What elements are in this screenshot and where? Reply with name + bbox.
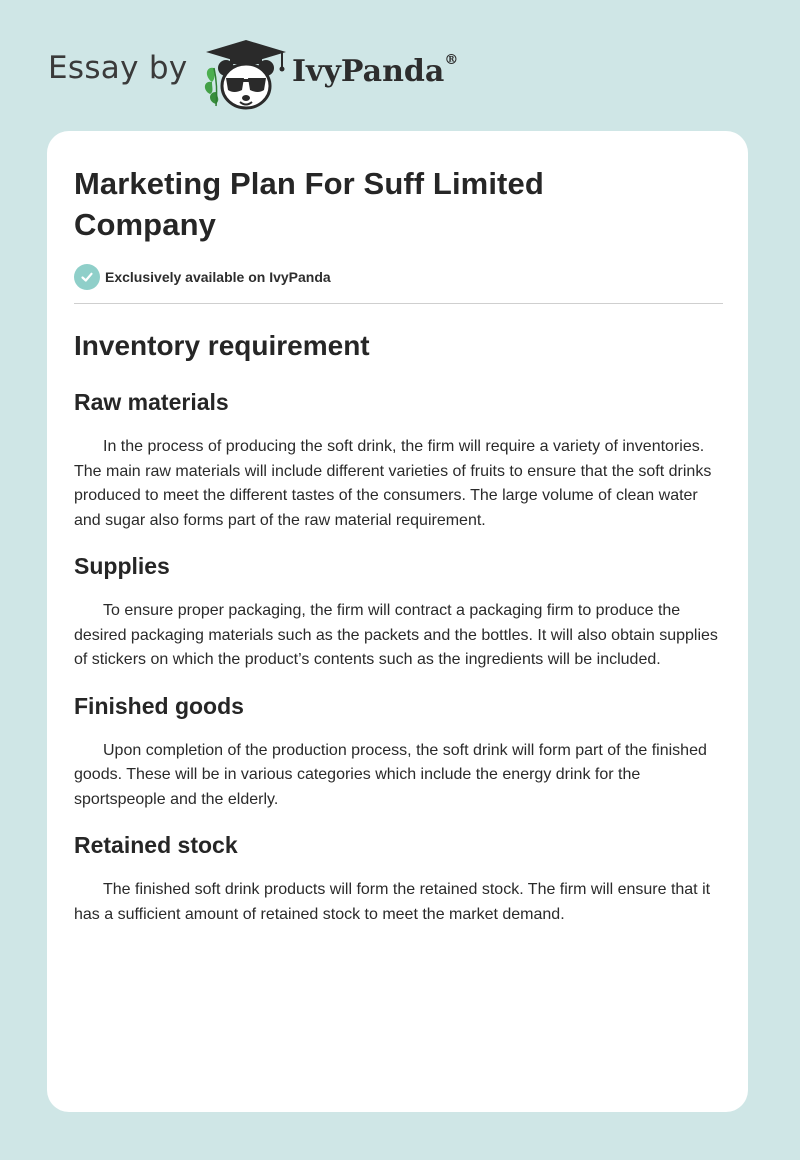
paragraph-supplies: To ensure proper packaging, the firm will contract a packaging firm to produce the desired packaging materials such as the packets and the bottles. It will also obtain supplies of stickers on which the product’s contents such as the ingredients will be included. [74, 602, 718, 668]
essay-card [47, 131, 748, 1112]
panda-logo-icon [202, 36, 290, 112]
brand-name: IvyPanda® [292, 52, 459, 89]
subsection-heading-raw-materials: Raw materials [74, 389, 229, 415]
paragraph-retained-stock: The finished soft drink products will form the retained stock. The firm will ensure that it has a sufficient amount of retained stock to meet the market demand. [74, 881, 711, 923]
section-heading: Inventory requirement [74, 330, 370, 361]
exclusive-badge [74, 263, 724, 291]
essay-content [74, 163, 724, 927]
subsection-heading-supplies: Supplies [74, 553, 170, 579]
badge-label: Exclusively available on IvyPanda [105, 269, 331, 285]
site-header [48, 30, 548, 110]
divider [74, 303, 723, 304]
document-title: Marketing Plan For Suff Limited Company [74, 166, 544, 242]
essay-by-label: Essay by [48, 50, 188, 86]
checkmark-icon [74, 264, 100, 290]
paragraph-finished-goods: Upon completion of the production process, the soft drink will form part of the finished goods. These will be in various categories which include the energy drink for the sportspeople and the elderly. [74, 741, 707, 808]
subsection-heading-finished-goods: Finished goods [74, 692, 244, 719]
paragraph-raw-materials: In the process of producing the soft drink, the firm will require a variety of inventories. The main raw materials will include different varieties of fruits to ensure that the soft drinks produced to meet the different tastes of the consumers. The large volume of clean water and sugar also forms part of the raw material requirement. [74, 438, 712, 529]
subsection-heading-retained-stock: Retained stock [74, 832, 238, 858]
